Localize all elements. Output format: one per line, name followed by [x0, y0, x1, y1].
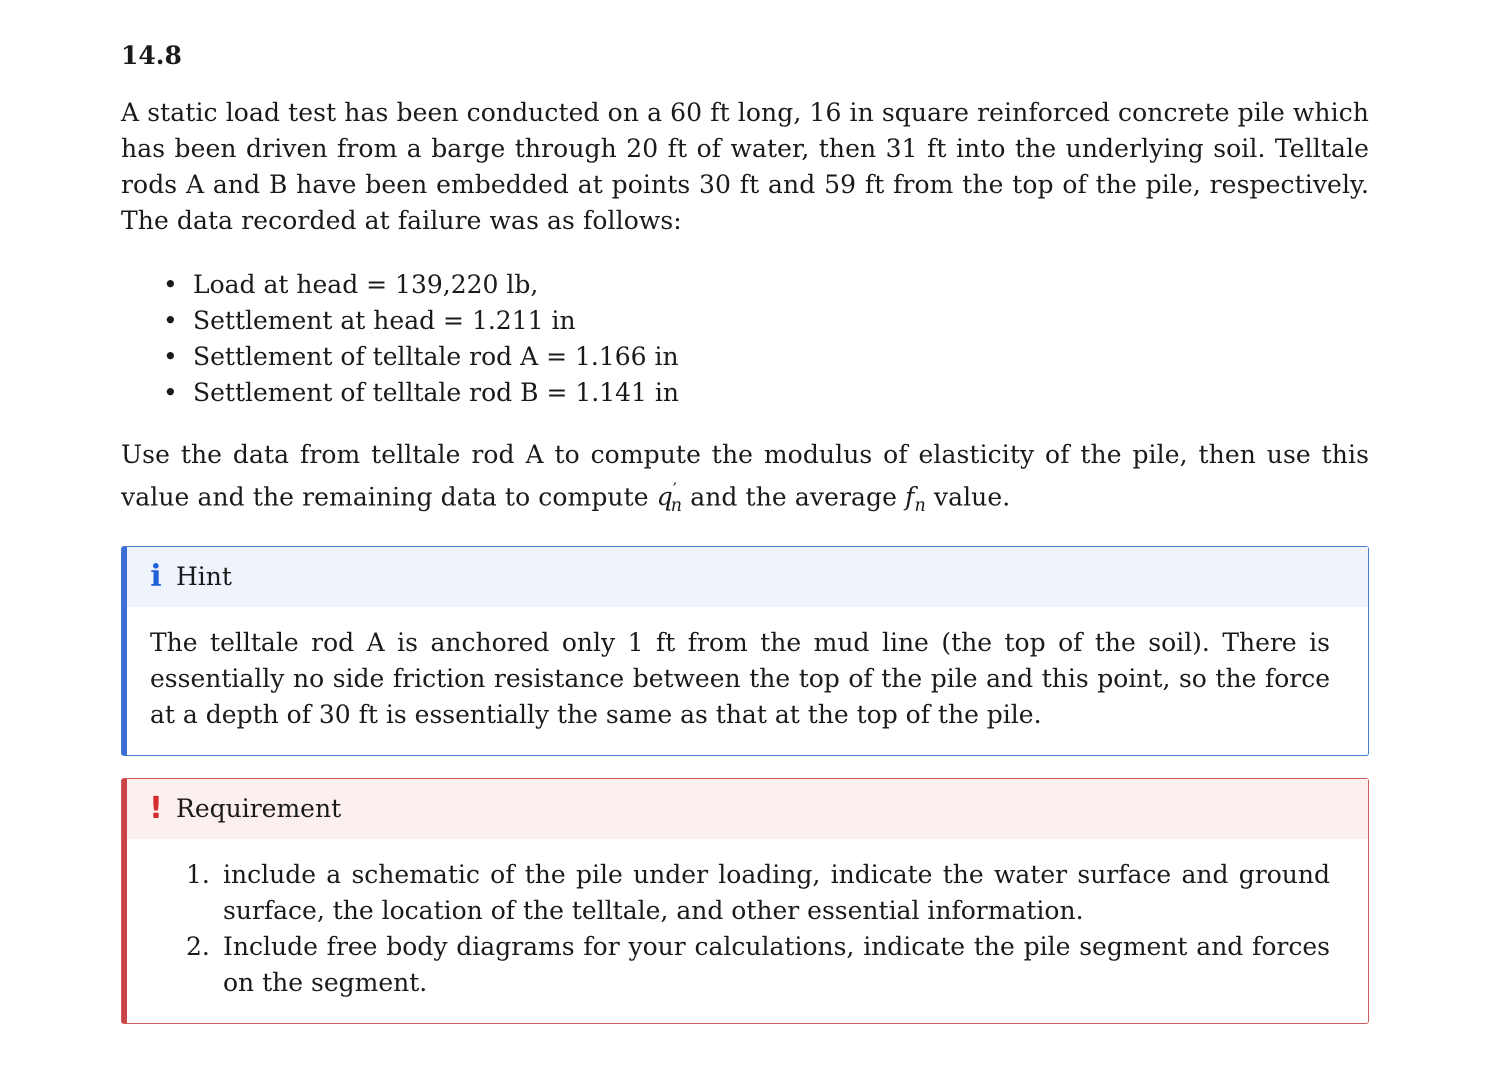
list-item — [163, 303, 1369, 339]
problem-page — [121, 40, 1369, 1024]
task-text-before: Use the data from telltale rod A to compute the modulus of elasticity of the pile, then use this value and the remaining data to compute — [121, 439, 1369, 511]
hint-callout — [121, 546, 1369, 756]
problem-number: 14.8 — [121, 41, 182, 70]
requirement-callout — [121, 778, 1369, 1024]
bullet-icon: • — [163, 377, 178, 407]
requirement-accent-bar — [122, 779, 127, 1023]
list-item-text: Settlement of telltale rod A = 1.166 in — [193, 341, 679, 371]
task-text-after: value. — [925, 481, 1011, 511]
problem-task — [121, 437, 1369, 524]
list-item-text: Settlement of telltale rod B = 1.141 in — [193, 377, 679, 407]
list-item — [163, 339, 1369, 375]
hint-title: Hint — [176, 562, 232, 592]
bullet-icon: • — [163, 305, 178, 335]
requirement-list — [150, 857, 1330, 1001]
exclamation-icon: ! — [149, 791, 163, 827]
bullet-icon: • — [163, 269, 178, 299]
list-number: 2. — [186, 931, 210, 961]
requirement-body — [122, 839, 1368, 1023]
hint-body: The telltale rod A is anchored only 1 ft from the mud line (the top of the soil). There is essentially no side friction resistance between the top of the pile and this point, so the force at a depth of 30 ft is essentially the same as that at the top of the pile. — [150, 627, 1330, 729]
list-item-text: include a schematic of the pile under loading, indicate the water surface and ground surface, the location of the telltale, and other essential information. — [223, 859, 1330, 925]
math-q-prime-n: $q'_n$ — [656, 480, 683, 516]
list-item — [186, 929, 1330, 1001]
math-f-n: $f_n$ — [905, 481, 926, 516]
list-item — [186, 857, 1330, 929]
list-item — [163, 375, 1369, 411]
list-item-text: Settlement at head = 1.211 in — [193, 305, 576, 335]
task-text-middle: and the average — [682, 481, 906, 511]
list-item — [163, 267, 1369, 303]
bullet-icon: • — [163, 341, 178, 371]
requirement-header — [122, 779, 1368, 839]
problem-intro: A static load test has been conducted on a 60 ft long, 16 in square reinforced concrete pile which has been driven from a barge through 20 ft of water, then 31 ft into the underlying soil. Telltale rods A and B have been embedded at points 30 ft and 59 ft from the top of the pile, respectively. The data recorded at failure was as follows: — [121, 97, 1369, 235]
requirement-title: Requirement — [176, 794, 342, 824]
list-number: 1. — [186, 859, 210, 889]
test-data-list — [121, 267, 1369, 411]
hint-accent-bar — [122, 547, 127, 755]
list-item-text: Load at head = 139,220 lb, — [193, 269, 539, 299]
info-icon: i — [150, 559, 162, 595]
hint-header — [122, 547, 1368, 607]
list-item-text: Include free body diagrams for your calculations, indicate the pile segment and forces on the segment. — [223, 931, 1330, 997]
